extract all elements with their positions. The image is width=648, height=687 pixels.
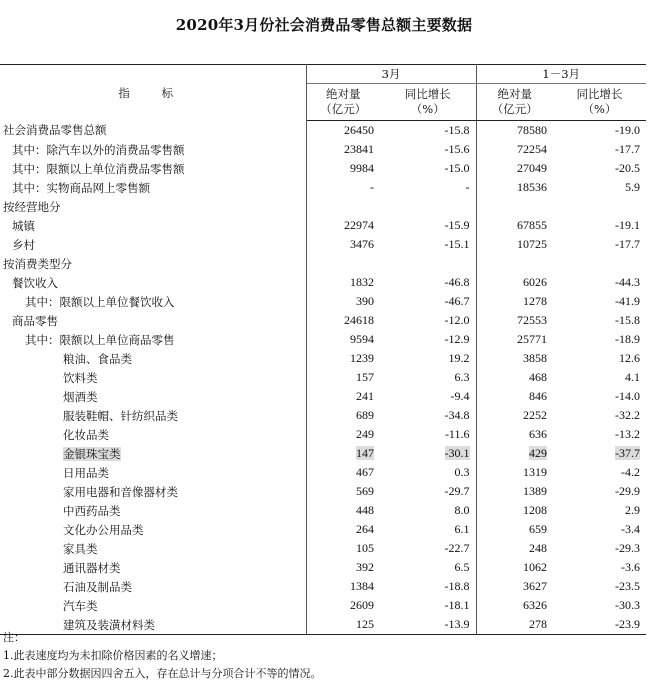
row-label: 家用电器和音像器材类 bbox=[0, 482, 306, 501]
note-1: 1.此表速度均为未扣除价格因素的名义增速； bbox=[3, 649, 223, 662]
row-label: 按消费类型分 bbox=[0, 254, 306, 273]
retail-sales-table bbox=[0, 64, 646, 635]
row-label: 烟酒类 bbox=[0, 387, 306, 406]
q1-yoy-value: 12.6 bbox=[619, 351, 640, 365]
q1-group-header: 1－3月 bbox=[476, 65, 646, 84]
march-abs-value: 9984 bbox=[350, 161, 374, 175]
q1-abs-value: 27049 bbox=[517, 161, 547, 175]
march-yoy-value: 6.3 bbox=[380, 368, 476, 387]
q1-yoy-value: -4.2 bbox=[621, 465, 640, 479]
highlighted-text: -37.7 bbox=[615, 446, 640, 460]
q1-yoy-value: -29.9 bbox=[615, 484, 640, 498]
q1-abs-value: 3858 bbox=[523, 351, 547, 365]
table-row bbox=[0, 349, 646, 368]
march-abs-value: 392 bbox=[356, 560, 374, 574]
table-row bbox=[0, 539, 646, 558]
march-yoy-value: -15.9 bbox=[380, 216, 476, 235]
row-label: 城镇 bbox=[0, 216, 306, 235]
row-label: 中西药品类 bbox=[0, 501, 306, 520]
march-yoy-value: -29.7 bbox=[380, 482, 476, 501]
march-yoy-value: 19.2 bbox=[380, 349, 476, 368]
notes bbox=[3, 629, 322, 683]
q1-abs-value: 1389 bbox=[523, 484, 547, 498]
highlighted-text: 429 bbox=[529, 446, 547, 460]
yoy-header-line2: （%） bbox=[410, 102, 445, 116]
row-label: 其中：除汽车以外的消费品零售额 bbox=[0, 140, 306, 159]
march-yoy-value: -46.7 bbox=[380, 292, 476, 311]
q1-abs-value: 78580 bbox=[517, 123, 547, 137]
q1-yoy-value: -23.9 bbox=[553, 615, 646, 635]
march-abs-value: 125 bbox=[306, 615, 380, 635]
q1-yoy-value: -17.7 bbox=[615, 237, 640, 251]
abs-header-line2: （亿元） bbox=[320, 102, 367, 116]
march-abs-value: 1239 bbox=[350, 351, 374, 365]
march-abs-value bbox=[306, 197, 380, 216]
q1-yoy-value: -18.9 bbox=[615, 332, 640, 346]
march-abs-value: 1832 bbox=[350, 275, 374, 289]
table-row bbox=[0, 330, 646, 349]
row-label: 乡村 bbox=[0, 235, 306, 254]
march-abs-value: 390 bbox=[356, 294, 374, 308]
q1-abs-value bbox=[476, 197, 553, 216]
march-abs-value: 157 bbox=[356, 370, 374, 384]
march-yoy-value: -18.8 bbox=[380, 577, 476, 596]
march-yoy-value bbox=[380, 254, 476, 273]
page-title: 2020年3月份社会消费品零售总额主要数据 bbox=[175, 16, 473, 34]
march-abs-value: 3476 bbox=[350, 237, 374, 251]
yoy-header-line1: 同比增长 bbox=[404, 87, 451, 101]
q1-yoy-value: -29.3 bbox=[615, 541, 640, 555]
q1-yoy-value: 2.9 bbox=[625, 503, 640, 517]
march-abs-value: 689 bbox=[356, 408, 374, 422]
q1-yoy-value: -3.4 bbox=[621, 522, 640, 536]
row-label bbox=[0, 444, 306, 463]
q1-yoy-value: -19.0 bbox=[615, 123, 640, 137]
march-yoy-value: -9.4 bbox=[380, 387, 476, 406]
q1-yoy-value: -13.2 bbox=[615, 427, 640, 441]
march-abs-value: 569 bbox=[356, 484, 374, 498]
highlighted-text: 147 bbox=[356, 446, 374, 460]
q1-yoy-value: -14.0 bbox=[615, 389, 640, 403]
table-row bbox=[0, 178, 646, 197]
q1-yoy-value bbox=[553, 254, 646, 273]
row-label: 其中：实物商品网上零售额 bbox=[0, 178, 306, 197]
row-label: 饮料类 bbox=[0, 368, 306, 387]
march-yoy-value: -12.0 bbox=[380, 311, 476, 330]
q1-yoy-value bbox=[553, 444, 646, 463]
table-row bbox=[0, 159, 646, 178]
march-abs-value: 24618 bbox=[344, 313, 374, 327]
march-yoy-value: -15.8 bbox=[380, 121, 476, 141]
highlighted-text: 金银珠宝类 bbox=[63, 446, 121, 461]
row-label: 其中：限额以上单位商品零售 bbox=[0, 330, 306, 349]
table-row bbox=[0, 235, 646, 254]
march-abs-value: 249 bbox=[356, 427, 374, 441]
row-label: 建筑及装潢材料类 bbox=[0, 615, 306, 635]
q1-abs-header bbox=[476, 84, 553, 121]
march-yoy-value: -15.6 bbox=[380, 140, 476, 159]
march-yoy-value: -12.9 bbox=[380, 330, 476, 349]
table-row bbox=[0, 501, 646, 520]
q1-abs-value: 72254 bbox=[517, 142, 547, 156]
march-yoy-value: 6.1 bbox=[380, 520, 476, 539]
march-abs-value: 1384 bbox=[350, 579, 374, 593]
table-row bbox=[0, 463, 646, 482]
q1-yoy-value: 4.1 bbox=[625, 370, 640, 384]
march-yoy-value: -13.9 bbox=[380, 615, 476, 635]
table-row bbox=[0, 254, 646, 273]
q1-abs-value: 6326 bbox=[523, 598, 547, 612]
table-row bbox=[0, 368, 646, 387]
march-abs-value bbox=[306, 444, 380, 463]
q1-yoy-value: -30.3 bbox=[615, 598, 640, 612]
q1-yoy-value: -17.7 bbox=[615, 142, 640, 156]
q1-abs-value bbox=[476, 254, 553, 273]
q1-yoy-header bbox=[553, 84, 646, 121]
march-abs-value: 448 bbox=[356, 503, 374, 517]
table-row bbox=[0, 596, 646, 615]
q1-abs-value: 67855 bbox=[517, 218, 547, 232]
q1-yoy-value: -20.5 bbox=[615, 161, 640, 175]
q1-abs-value: 6026 bbox=[523, 275, 547, 289]
march-abs-value: 467 bbox=[356, 465, 374, 479]
q1-yoy-value: -23.5 bbox=[615, 579, 640, 593]
table-row bbox=[0, 273, 646, 292]
row-label: 其中：限额以上单位餐饮收入 bbox=[0, 292, 306, 311]
highlighted-text: -30.1 bbox=[444, 446, 470, 460]
q1-abs-value: 1278 bbox=[523, 294, 547, 308]
q1-abs-value: 278 bbox=[476, 615, 553, 635]
q1-abs-value: 72553 bbox=[517, 313, 547, 327]
table-row bbox=[0, 444, 646, 463]
q1-abs-value: 3627 bbox=[523, 579, 547, 593]
table-body bbox=[0, 121, 646, 635]
table-row bbox=[0, 292, 646, 311]
march-yoy-header bbox=[380, 84, 476, 121]
march-abs-value: 22974 bbox=[344, 218, 374, 232]
row-label: 餐饮收入 bbox=[0, 273, 306, 292]
table-row bbox=[0, 387, 646, 406]
row-label: 化妆品类 bbox=[0, 425, 306, 444]
table-row bbox=[0, 406, 646, 425]
q1-yoy-value: -15.8 bbox=[615, 313, 640, 327]
row-label: 文化办公用品类 bbox=[0, 520, 306, 539]
march-yoy-value: -18.1 bbox=[380, 596, 476, 615]
q1-abs-value: 1208 bbox=[523, 503, 547, 517]
march-yoy-value: -15.0 bbox=[380, 159, 476, 178]
q1-abs-value: 10725 bbox=[517, 237, 547, 251]
table-row bbox=[0, 558, 646, 577]
table-row bbox=[0, 425, 646, 444]
row-label: 汽车类 bbox=[0, 596, 306, 615]
march-yoy-value: -22.7 bbox=[380, 539, 476, 558]
table-row bbox=[0, 482, 646, 501]
table-row bbox=[0, 140, 646, 159]
march-abs-value: - bbox=[370, 180, 374, 194]
march-abs-value: 264 bbox=[356, 522, 374, 536]
q1-abs-value: 25771 bbox=[517, 332, 547, 346]
march-yoy-value: -46.8 bbox=[380, 273, 476, 292]
march-abs-value: 23841 bbox=[344, 142, 374, 156]
table-row bbox=[0, 311, 646, 330]
table-row bbox=[0, 216, 646, 235]
yoy-header-line2: （%） bbox=[582, 102, 617, 116]
q1-abs-value: 2252 bbox=[523, 408, 547, 422]
march-abs-value: 241 bbox=[356, 389, 374, 403]
q1-abs-value: 1319 bbox=[523, 465, 547, 479]
march-yoy-value: 0.3 bbox=[380, 463, 476, 482]
note-2: 2.此表中部分数据因四舍五入，存在总计与分项合计不等的情况。 bbox=[3, 667, 322, 680]
abs-header-line1: 绝对量 bbox=[497, 87, 532, 101]
row-label: 粮油、食品类 bbox=[0, 349, 306, 368]
march-yoy-value: 6.5 bbox=[380, 558, 476, 577]
q1-yoy-value: -44.3 bbox=[615, 275, 640, 289]
row-label: 通讯器材类 bbox=[0, 558, 306, 577]
march-abs-value: 105 bbox=[356, 541, 374, 555]
yoy-header-line1: 同比增长 bbox=[576, 87, 623, 101]
table-row bbox=[0, 577, 646, 596]
march-yoy-value: - bbox=[380, 178, 476, 197]
march-abs-value: 2609 bbox=[350, 598, 374, 612]
row-label: 日用品类 bbox=[0, 463, 306, 482]
q1-abs-value: 846 bbox=[529, 389, 547, 403]
q1-yoy-value: -32.2 bbox=[615, 408, 640, 422]
q1-yoy-value: -19.1 bbox=[615, 218, 640, 232]
march-group-header: 3月 bbox=[306, 65, 476, 84]
march-abs-value bbox=[306, 254, 380, 273]
row-label: 服装鞋帽、针纺织品类 bbox=[0, 406, 306, 425]
row-label: 家具类 bbox=[0, 539, 306, 558]
march-yoy-value: 8.0 bbox=[380, 501, 476, 520]
march-abs-header bbox=[306, 84, 380, 121]
q1-yoy-value bbox=[553, 197, 646, 216]
row-label: 按经营地分 bbox=[0, 197, 306, 216]
march-yoy-value: -11.6 bbox=[380, 425, 476, 444]
abs-header-line2: （亿元） bbox=[491, 102, 538, 116]
row-label: 商品零售 bbox=[0, 311, 306, 330]
q1-yoy-value: -3.6 bbox=[621, 560, 640, 574]
q1-abs-value: 1062 bbox=[523, 560, 547, 574]
row-label: 石油及制品类 bbox=[0, 577, 306, 596]
indicator-header: 指 标 bbox=[0, 65, 306, 121]
q1-abs-value: 659 bbox=[529, 522, 547, 536]
q1-yoy-value: 5.9 bbox=[625, 180, 640, 194]
abs-header-line1: 绝对量 bbox=[326, 87, 361, 101]
notes-heading: 注： bbox=[3, 631, 25, 644]
q1-abs-value: 248 bbox=[529, 541, 547, 555]
q1-abs-value: 636 bbox=[529, 427, 547, 441]
q1-abs-value: 468 bbox=[529, 370, 547, 384]
march-yoy-value: -34.8 bbox=[380, 406, 476, 425]
march-yoy-value: -15.1 bbox=[380, 235, 476, 254]
march-yoy-value bbox=[380, 197, 476, 216]
q1-abs-value: 18536 bbox=[517, 180, 547, 194]
march-abs-value: 9594 bbox=[350, 332, 374, 346]
table-row bbox=[0, 121, 646, 141]
row-label: 社会消费品零售总额 bbox=[0, 121, 306, 141]
march-abs-value: 26450 bbox=[344, 123, 374, 137]
q1-yoy-value: -41.9 bbox=[615, 294, 640, 308]
march-yoy-value bbox=[380, 444, 476, 463]
q1-abs-value bbox=[476, 444, 553, 463]
row-label: 其中：限额以上单位消费品零售额 bbox=[0, 159, 306, 178]
table-row bbox=[0, 197, 646, 216]
table-row bbox=[0, 520, 646, 539]
